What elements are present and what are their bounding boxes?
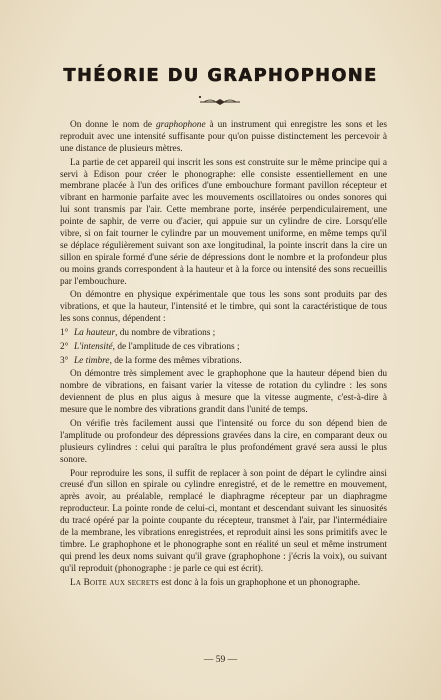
- body-text: [60, 120, 387, 591]
- list-text: , de la forme des mêmes vibrations.: [109, 355, 242, 366]
- paragraph-3: On démontre en physique expérimentale que tous les sons sont produits par des vibrations, et que la hauteur, l'intensité et le timbre, qui sont la caractéristique de tous les sons connus, dépendent :: [60, 290, 387, 325]
- list-item: [60, 342, 387, 354]
- paragraph-5: On vérifie très facilement aussi que l'intensité ou force du son dépend bien de l'amplitude ou profondeur des dépressions gravées dans la cire, en comparant deux ou plusieurs cylindres : celui qui paraîtra le plus profondément gravé sera aussi le plus sonore.: [60, 418, 387, 465]
- paragraph-1: [60, 120, 387, 156]
- title-text: THÉORIE DU GRAPHOPHONE: [63, 66, 378, 86]
- paragraph-4: On démontre très simplement avec le graphophone que la hauteur dépend bien du nombre de vibrations, en faisant varier la vitesse de rotation du cylindre : les sons deviennent de plus en plus aigus à mesure que la vitesse augmente, c'est-à-dire à mesure que le nombre des vibrations grandit dans l'unité de temps.: [60, 369, 387, 416]
- list-item: [60, 328, 387, 340]
- list-text: , du nombre de vibrations ;: [115, 328, 216, 339]
- p7-part: est donc à la fois un graphophone et un phonographe.: [158, 577, 361, 588]
- list-number: 2°: [60, 341, 69, 352]
- p7-smallcaps: La Boite aux secrets: [70, 577, 159, 588]
- list-term: Le timbre: [74, 355, 110, 366]
- list-item: [60, 356, 387, 368]
- page-title: [0, 66, 441, 86]
- list-number: 3°: [60, 355, 69, 366]
- paragraph-2: La partie de cet appareil qui inscrit les sons est construite sur le même principe qui a servi à Edison pour créer le phonographe: elle consiste essentiellement en une membrane placée à l'un des orifices d'une embouchure formant pavillon récepteur et vibrant en harmonie parfaite avec les mouvements oscillatoires ou ondes sonores qui lui sont transmis par l'air. Cette membrane porte, insérée perpendiculairement, une pointe de saphir, de verre ou d'acier, qui appuie sur un cylindre de cire. Lorsqu'elle vibre, si on fait tourner le cylindre par un mouvement uniforme, en même temps qu'il se déplace régulièrement suivant son axe longitudinal, la pointe inscrit dans la cire un sillon en spirale formé d'une série de dépressions dont le nombre et la profondeur plus ou moins grands correspondent à la hauteur et à la force ou intensité des sons recueillis par l'embouchure.: [60, 157, 387, 287]
- p1-italic: graphophone: [155, 120, 206, 130]
- page-number: — 59 —: [203, 655, 238, 665]
- list-term: La hauteur: [74, 328, 116, 339]
- p1-part: On donne le nom de: [70, 120, 156, 130]
- list-term: L'intensité: [74, 341, 113, 352]
- paragraph-7: [60, 578, 387, 590]
- list-number: 1°: [60, 328, 69, 339]
- ornament-divider-icon: [170, 94, 270, 108]
- paragraph-6: Pour reproduire les sons, il suffit de replacer à son point de départ le cylindre ainsi creusé d'un sillon en spirale ou cylindre enregistré, et de le remettre en mouvement, après avoir, au préalable, remplacé le diaphragme récepteur par un diaphragme reproducteur. La pointe ronde de celui-ci, montant et descendant suivant les sinuosités du tracé opéré par la pointe coupante du récepteur, transmet à l'air, par l'intermédiaire de la membrane, les vibrations enregistrées, et reproduit ainsi les sons primitifs avec le timbre. Le graphophone et le phonographe sont en réalité un seul et même instrument qui prend les deux noms suivant qu'il grave (graphophone : j'écris la voix), ou suivant qu'il reproduit (phonographe : je parle ce qui est écrit).: [60, 468, 387, 574]
- list-text: , de l'amplitude de ces vibrations ;: [112, 341, 240, 352]
- p1-part: à un instrument qui enregistre les sons et les reproduit avec une intensité suffisante pour qu'on puisse distinctement les percevoir à une distance de plusieurs mètres.: [60, 120, 387, 154]
